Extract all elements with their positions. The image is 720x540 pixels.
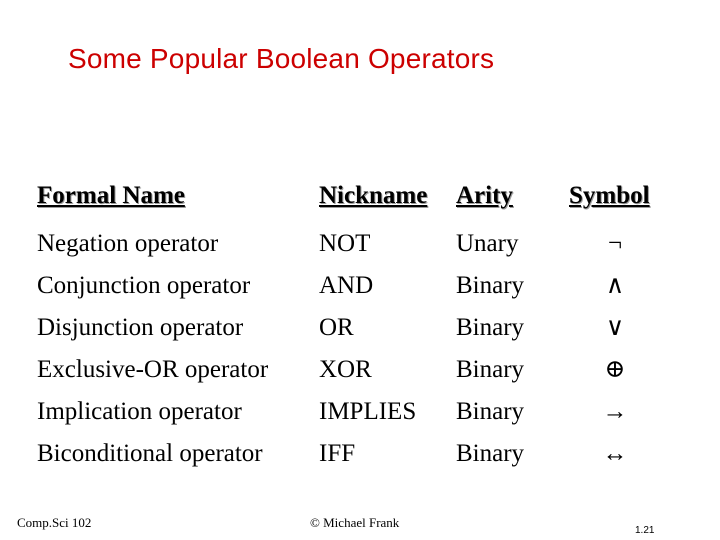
row-symbol: ⊕ [604,356,626,383]
page-number: 1.21 [635,525,655,536]
row-arity: Binary [456,272,525,299]
row-nickname: IMPLIES [319,398,417,425]
header-nickname: Nickname [319,182,428,209]
row-formal-name: Conjunction operator [37,272,251,299]
row-formal-name: Biconditional operator [37,440,263,467]
header-formal-name: Formal Name [37,182,185,209]
row-nickname: XOR [319,356,372,383]
slide-title: Some Popular Boolean Operators [68,43,495,74]
row-arity: Binary [456,440,525,467]
row-nickname: IFF [319,440,356,467]
row-nickname: OR [319,314,354,341]
row-nickname: AND [319,272,374,299]
row-arity: Unary [456,230,519,257]
row-symbol: ∧ [605,272,625,299]
header-symbol: Symbol [569,182,650,209]
row-symbol: ↔ [602,440,628,467]
row-symbol: ¬ [607,230,623,257]
row-formal-name: Disjunction operator [37,314,244,341]
row-nickname: NOT [319,230,371,257]
row-formal-name: Implication operator [37,398,242,425]
row-formal-name: Exclusive-OR operator [37,356,269,383]
row-formal-name: Negation operator [37,230,219,257]
row-arity: Binary [456,314,525,341]
header-arity: Arity [456,182,513,209]
footer-author: © Michael Frank [310,515,400,530]
row-arity: Binary [456,398,525,425]
row-symbol: ∨ [605,314,625,341]
footer-course: Comp.Sci 102 [17,515,92,530]
row-symbol: → [602,398,628,425]
row-arity: Binary [456,356,525,383]
